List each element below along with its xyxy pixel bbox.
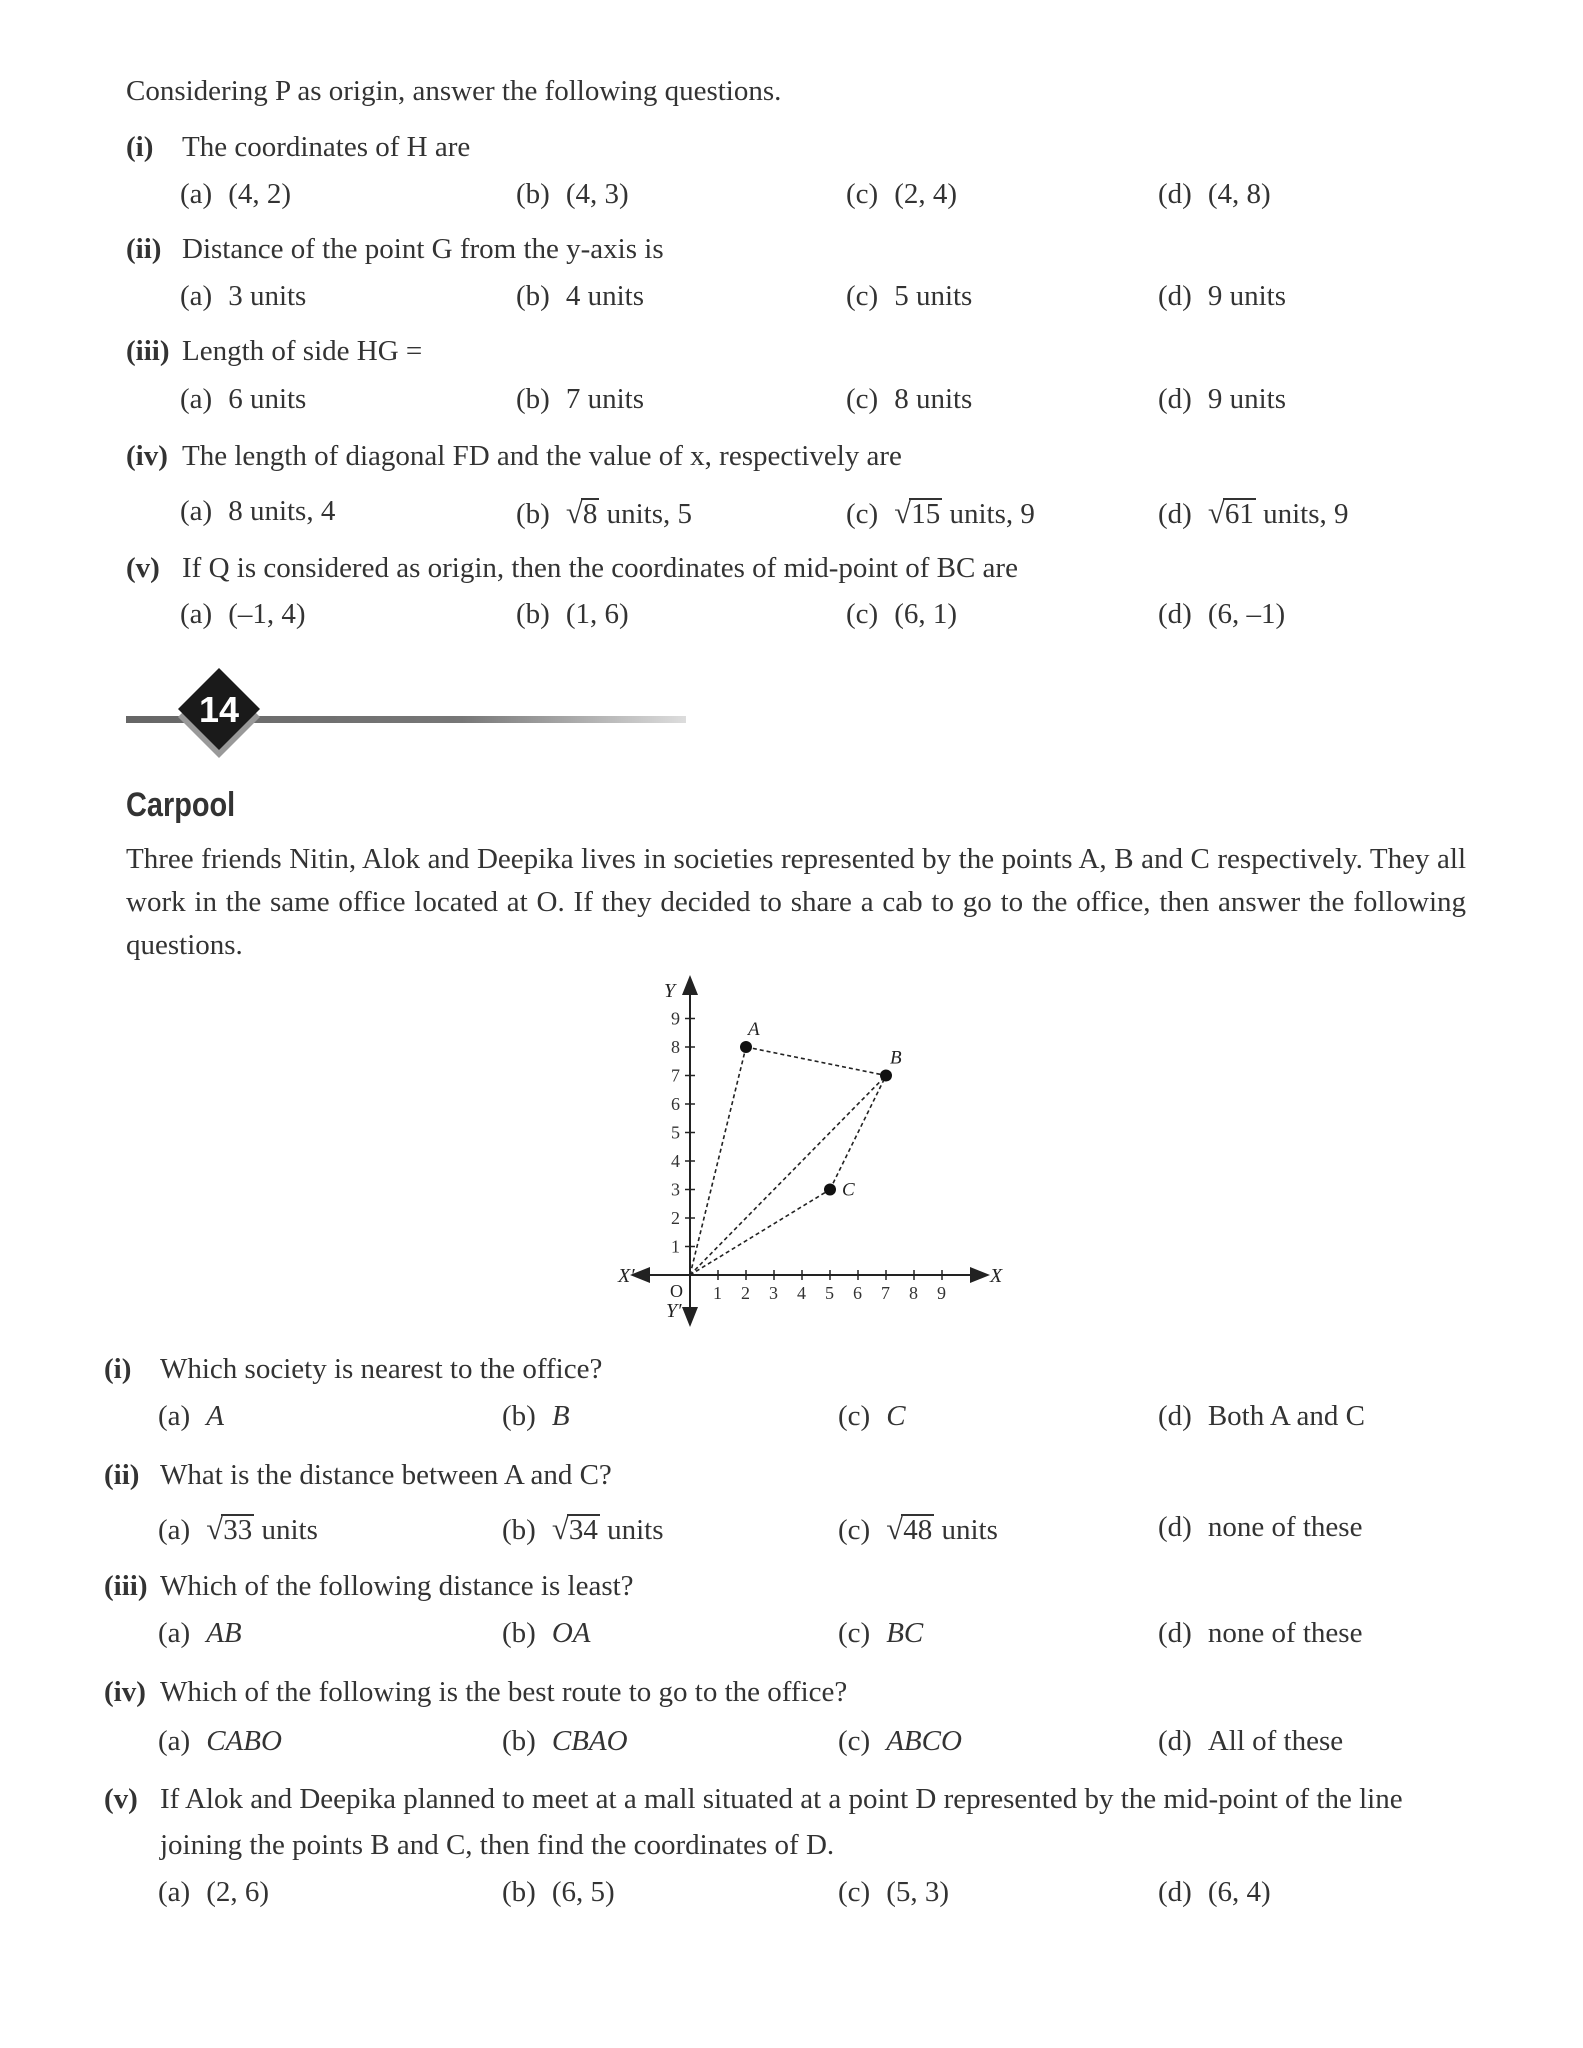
p2-q1-option-c[interactable]: (c) C xyxy=(838,1400,906,1432)
p1-q5-option-a[interactable]: (a) (–1, 4) xyxy=(180,598,306,630)
question-number: (iii) xyxy=(104,1570,148,1602)
x-tick-label: 5 xyxy=(825,1283,834,1303)
p1-question-1 xyxy=(126,131,470,164)
question-number: (i) xyxy=(126,131,154,163)
case-number: 14 xyxy=(198,689,240,730)
question-number: (iii) xyxy=(126,335,170,367)
p2-question-3 xyxy=(104,1570,634,1603)
p1-question-5 xyxy=(126,552,1018,585)
question-number: (v) xyxy=(104,1783,138,1815)
question-text: Length of side HG = xyxy=(182,335,423,367)
question-number: (iv) xyxy=(126,440,168,472)
y-tick-label: 9 xyxy=(671,1008,680,1029)
intro-text: Considering P as origin, answer the following questions. xyxy=(126,75,782,107)
question-number: (i) xyxy=(104,1353,132,1385)
y-tick-label: 7 xyxy=(671,1065,680,1086)
p2-q2-option-b[interactable]: (b) √34 units xyxy=(502,1511,664,1546)
p1-q4-option-d[interactable]: (d) √61 units, 9 xyxy=(1158,495,1349,530)
question-text: The coordinates of H are xyxy=(182,131,471,163)
p2-question-2 xyxy=(104,1459,612,1492)
p1-q3-option-d[interactable]: (d) 9 units xyxy=(1158,383,1286,415)
point-c xyxy=(824,1184,836,1196)
p1-question-3 xyxy=(126,335,422,368)
question-number: (v) xyxy=(126,552,160,584)
case-badge xyxy=(182,672,256,746)
p1-question-4 xyxy=(126,440,902,473)
p1-q5-option-d[interactable]: (d) (6, –1) xyxy=(1158,598,1286,630)
p2-q1-option-a[interactable]: (a) A xyxy=(158,1400,224,1432)
p2-q1-option-d[interactable]: (d) Both A and C xyxy=(1158,1400,1365,1432)
case-title: Carpool xyxy=(126,786,236,824)
p1-q1-option-c[interactable]: (c) (2, 4) xyxy=(846,178,958,210)
point-b xyxy=(880,1070,892,1082)
p2-q3-option-a[interactable]: (a) AB xyxy=(158,1617,242,1649)
x-tick-label: 9 xyxy=(937,1283,946,1303)
p2-q4-option-a[interactable]: (a) CABO xyxy=(158,1725,282,1757)
y-tick-label: 5 xyxy=(671,1122,680,1143)
p1-q2-option-d[interactable]: (d) 9 units xyxy=(1158,280,1286,312)
p1-q4-option-b[interactable]: (b) √8 units, 5 xyxy=(516,495,692,530)
x-tick-label: 1 xyxy=(713,1283,722,1303)
x-tick-label: 4 xyxy=(797,1283,806,1303)
p2-question-5 xyxy=(104,1783,1403,1816)
x-tick-label: 8 xyxy=(909,1283,918,1303)
x-tick-label: 7 xyxy=(881,1283,890,1303)
point-a xyxy=(740,1041,752,1053)
y-negative-label: Y′ xyxy=(666,1300,682,1322)
segment-OB xyxy=(690,1076,886,1276)
p2-q1-option-b[interactable]: (b) B xyxy=(502,1400,570,1432)
p1-q2-option-b[interactable]: (b) 4 units xyxy=(516,280,644,312)
p1-q1-option-b[interactable]: (b) (4, 3) xyxy=(516,178,629,210)
question-number: (iv) xyxy=(104,1676,146,1708)
point-label-c: C xyxy=(842,1179,855,1201)
p1-q5-option-b[interactable]: (b) (1, 6) xyxy=(516,598,629,630)
question-text: The length of diagonal FD and the value of x, respectively are xyxy=(182,440,902,472)
x-axis-label: X xyxy=(990,1265,1003,1287)
p2-q4-option-d[interactable]: (d) All of these xyxy=(1158,1725,1344,1757)
p1-q1-option-a[interactable]: (a) (4, 2) xyxy=(180,178,292,210)
p2-q2-option-d[interactable]: (d) none of these xyxy=(1158,1511,1363,1543)
segment-AB xyxy=(746,1047,886,1076)
point-label-a: A xyxy=(748,1019,760,1040)
question-number: (ii) xyxy=(126,233,162,265)
x-negative-label: X′ xyxy=(618,1265,635,1287)
p2-q5-option-b[interactable]: (b) (6, 5) xyxy=(502,1876,615,1908)
p2-question-1 xyxy=(104,1353,602,1386)
p1-q3-option-a[interactable]: (a) 6 units xyxy=(180,383,307,415)
x-tick-label: 3 xyxy=(769,1283,778,1303)
p2-question-5-continued: joining the points B and C, then find the coordinates of D. xyxy=(160,1829,835,1861)
question-text: Which society is nearest to the office? xyxy=(160,1353,603,1385)
p1-q2-option-c[interactable]: (c) 5 units xyxy=(846,280,973,312)
segment-OC xyxy=(690,1190,830,1276)
origin-label: O xyxy=(670,1281,683,1301)
p2-q2-option-c[interactable]: (c) √48 units xyxy=(838,1511,998,1546)
question-text: Which of the following is the best route to go to the office? xyxy=(160,1676,848,1708)
p1-q1-option-d[interactable]: (d) (4, 8) xyxy=(1158,178,1271,210)
case-text: Three friends Nitin, Alok and Deepika lives in societies represented by the points A, B and C respectively. They all work in the same office located at O. If they decided to share a cab to go to the office, then answer the following questions. xyxy=(126,843,1466,961)
segment-OA xyxy=(690,1047,746,1275)
p2-q3-option-b[interactable]: (b) OA xyxy=(502,1617,591,1649)
p2-q4-option-c[interactable]: (c) ABCO xyxy=(838,1725,962,1757)
p1-q4-option-a[interactable]: (a) 8 units, 4 xyxy=(180,495,336,527)
question-text: If Q is considered as origin, then the coordinates of mid-point of BC are xyxy=(182,552,1018,584)
p2-q2-option-a[interactable]: (a) √33 units xyxy=(158,1511,318,1546)
segment-CB xyxy=(830,1076,886,1190)
y-tick-label: 8 xyxy=(671,1037,680,1057)
x-tick-label: 2 xyxy=(741,1283,750,1303)
p2-question-4 xyxy=(104,1676,847,1709)
p1-q3-option-b[interactable]: (b) 7 units xyxy=(516,383,644,415)
y-axis-label: Y xyxy=(664,980,676,1002)
p1-q3-option-c[interactable]: (c) 8 units xyxy=(846,383,973,415)
p2-q5-option-c[interactable]: (c) (5, 3) xyxy=(838,1876,950,1908)
p2-q3-option-c[interactable]: (c) BC xyxy=(838,1617,924,1649)
p1-question-2 xyxy=(126,233,664,266)
p2-q5-option-d[interactable]: (d) (6, 4) xyxy=(1158,1876,1271,1908)
question-text: What is the distance between A and C? xyxy=(160,1459,612,1491)
coordinate-figure xyxy=(600,975,1040,1335)
p1-q5-option-c[interactable]: (c) (6, 1) xyxy=(846,598,958,630)
y-tick-label: 6 xyxy=(671,1094,680,1114)
p1-q4-option-c[interactable]: (c) √15 units, 9 xyxy=(846,495,1035,530)
question-text: If Alok and Deepika planned to meet at a mall situated at a point D represented by the mid-point of the line xyxy=(160,1783,1403,1815)
y-tick-label: 1 xyxy=(671,1236,680,1257)
question-number: (ii) xyxy=(104,1459,140,1491)
question-text: Which of the following distance is least? xyxy=(160,1570,634,1602)
point-label-b: B xyxy=(890,1047,902,1069)
p2-q5-option-a[interactable]: (a) (2, 6) xyxy=(158,1876,270,1908)
y-tick-label: 4 xyxy=(671,1151,680,1171)
p2-q4-option-b[interactable]: (b) CBAO xyxy=(502,1725,628,1757)
p2-q3-option-d[interactable]: (d) none of these xyxy=(1158,1617,1363,1649)
p1-q2-option-a[interactable]: (a) 3 units xyxy=(180,280,307,312)
y-tick-label: 2 xyxy=(671,1208,680,1228)
y-tick-label: 3 xyxy=(671,1179,680,1200)
x-tick-label: 6 xyxy=(853,1283,862,1303)
question-text: Distance of the point G from the y-axis is xyxy=(182,233,664,265)
